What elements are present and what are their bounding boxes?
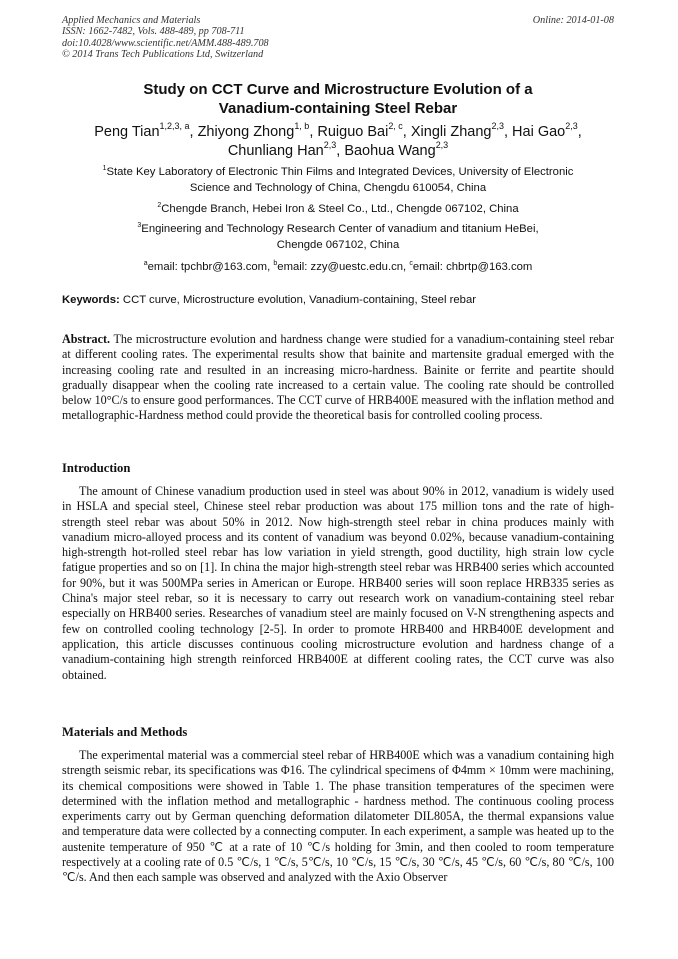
- keywords-label: Keywords:: [62, 294, 120, 306]
- email-address: email: chbrtp@163.com: [412, 261, 533, 273]
- affiliation-3: [62, 222, 614, 253]
- author-affiliation-mark: 2,3: [491, 121, 504, 132]
- affiliation-2: [62, 202, 614, 218]
- author-separator: ,: [189, 124, 198, 140]
- abstract-text: The microstructure evolution and hardness change were studied for a vanadium-containing steel rebar at different cooling rates. The experimental results show that bainite and martensite gradual emerged with the increasing cooling rate and resulted in an increasing micro-hardness. Bainite or ferrite and peartite should gradually disappear when the cooling rate increased to a certain value. The cooling rate should be controlled below 10°C/s to ensure good performances. The CCT curve of HRB400E measured with the inflation method and metallographic-Hardness method could provide the theoretical basis for controlled cooling process.: [62, 332, 614, 423]
- author-name: Ruiguo Bai: [317, 124, 389, 140]
- author-separator: ,: [309, 124, 318, 140]
- issn-line: ISSN: 1662-7482, Vols. 488-489, pp 708-711: [62, 26, 245, 38]
- keywords-text: CCT curve, Microstructure evolution, Vanadium-containing, Steel rebar: [119, 294, 476, 306]
- author-name: Zhiyong Zhong: [197, 124, 295, 140]
- affiliation-number: 1: [102, 164, 107, 172]
- author-list: [62, 123, 614, 160]
- author-affiliation-mark: 1, b: [294, 121, 310, 132]
- author-affiliation-mark: 2,3: [565, 121, 578, 132]
- author-separator: ,: [402, 124, 411, 140]
- journal-name: Applied Mechanics and Materials: [62, 15, 201, 26]
- keywords: [62, 293, 614, 308]
- doi-line: doi:10.4028/www.scientific.net/AMM.488-489.708: [62, 37, 269, 49]
- author-name: Hai Gao: [512, 124, 566, 140]
- author-name: Baohua Wang: [344, 142, 436, 159]
- email-mark: c: [409, 259, 413, 267]
- affiliation-number: 3: [137, 221, 142, 229]
- author-separator: ,: [336, 142, 345, 159]
- publication-header: [62, 15, 614, 60]
- methods-paragraph: The experimental material was a commercial steel rebar of HRB400E which was a vanadium containing high strength seismic rebar, its specifications was Φ16. The cylindrical specimens of Φ4mm × 10mm were machining, its chemical compositions were showed in Table 1. The phase transition temperatures of the specimen were determined with the inflation method and metallographic - hardness method. The continuous cooling process experiments carry out by German quenching deformation dilatometer DIL805A, the thermal expansions value and temperature data were collected by a connecting computer. In each experiment, a sample was heated up to the austenite temperature of 950 ℃ at a rate of 10 ℃/s holding for 3min, and then cooled to room temperature respectively at a cooling rate of 0.5 ℃/s, 1 ℃/s, 5℃/s, 10 ℃/s, 15 ℃/s, 30 ℃/s, 45 ℃/s, 60 ℃/s, 80 ℃/s, 100 ℃/s. And then each sample was observed and analyzed with the Axio Observer: [62, 748, 614, 885]
- affiliation-number: 2: [157, 201, 162, 209]
- email-mark: a: [143, 259, 148, 267]
- email-mark: b: [273, 259, 278, 267]
- affiliation-text: State Key Laboratory of Electronic Thin Films and Integrated Devices, University of Electronic: [106, 166, 574, 178]
- author-separator: ,: [503, 124, 513, 140]
- abstract: [62, 332, 614, 424]
- author-affiliation-mark: 2,3: [435, 139, 449, 150]
- author-affiliation-mark: 2, c: [388, 121, 403, 132]
- author-affiliation-mark: 2,3: [323, 139, 337, 150]
- paper-title: [62, 80, 614, 118]
- author-name: Chunliang Han: [227, 142, 324, 159]
- title-line-1: Study on CCT Curve and Microstructure Evolution of a: [143, 81, 533, 98]
- copyright-line: © 2014 Trans Tech Publications Ltd, Switzerland: [62, 48, 264, 60]
- author-name: Peng Tian: [94, 124, 160, 140]
- email-line: [62, 260, 614, 275]
- affiliation-text: Engineering and Technology Research Center of vanadium and titanium HeBei,: [141, 223, 539, 235]
- author-separator: ,: [577, 124, 582, 140]
- affiliation-text: Chengde 067102, China: [276, 238, 400, 251]
- email-address: email: tpchbr@163.com,: [147, 261, 274, 273]
- online-date: Online: 2014-01-08: [532, 15, 614, 26]
- affiliation-text: Science and Technology of China, Chengdu 610054, China: [189, 181, 487, 194]
- section-heading-introduction: Introduction: [62, 461, 131, 475]
- affiliation-1: [62, 165, 614, 196]
- abstract-label: Abstract.: [62, 332, 111, 346]
- email-address: email: zzy@uestc.edu.cn,: [277, 261, 410, 273]
- affiliation-text: Chengde Branch, Hebei Iron & Steel Co., Ltd., Chengde 067102, China: [161, 203, 519, 215]
- section-heading-materials-methods: Materials and Methods: [62, 725, 188, 739]
- introduction-paragraph: The amount of Chinese vanadium production used in steel was about 90% in 2012, vanadium is widely used in HSLA and special steel, Chinese steel rebar production was about 175 million tons and the rate of high-strength steel rebar was about 50% in 2012. Now high-strength steel rebar in china produces mainly with vanadium micro-alloyed process and its content of vanadium was beyond 0.02%, because vanadium-containing high-strength hot-rolled steel rebar has low variation in yield strength, good ductility, high strain low cycle fatigue properties and so on [1]. In china the major high-strength steel rebar was HRB400 series which accounted for 90%, but it was 500MPa series in American or Europe. HRB400 series will soon replace HRB335 series as China's major steel rebar, so it is necessary to carry out research work on vanadium-containing steel rebar especially on HRB400 series. Researches of vanadium steel are mainly focused on V-N strengthening aspects and few on controlled cooling technology [2-5]. In order to promote HRB400 and HRB400E development and application, this article discusses continuous cooling microstructure evolution and hardness change of a vanadium-containing high strength reinforced HRB400E at different cooling rates, the CCT curve was also obtained.: [62, 484, 614, 682]
- author-name: Xingli Zhang: [410, 124, 492, 140]
- title-line-2: Vanadium-containing Steel Rebar: [218, 100, 458, 117]
- author-affiliation-mark: 1,2,3, a: [159, 121, 190, 132]
